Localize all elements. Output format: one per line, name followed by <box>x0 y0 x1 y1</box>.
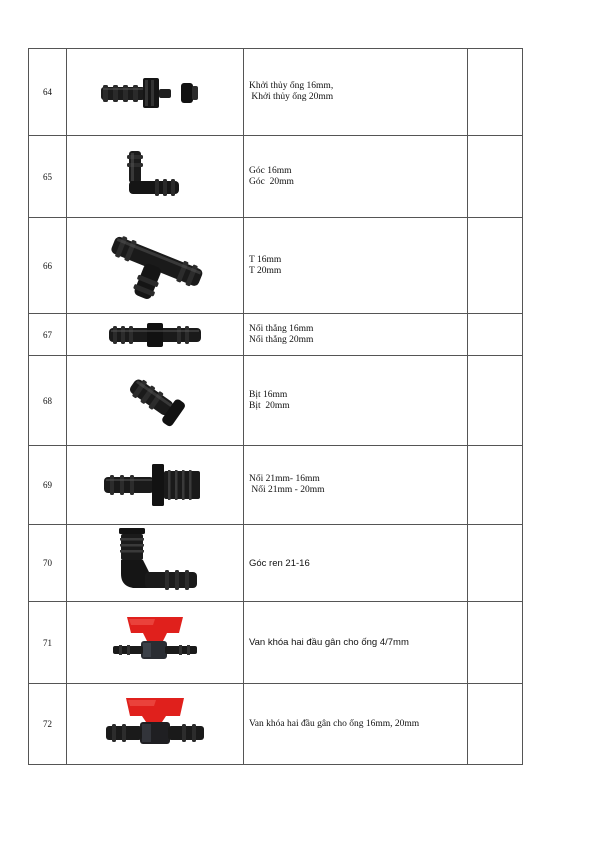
empty-cell <box>468 525 523 602</box>
table-row <box>29 684 523 765</box>
description-line: Bịt 20mm <box>249 400 290 411</box>
table-row <box>29 218 523 314</box>
starter-connector-icon <box>95 72 215 112</box>
description-line: Khởi thủy ống 20mm <box>249 92 334 102</box>
threaded-adapter-icon <box>100 460 210 510</box>
product-description <box>244 356 468 446</box>
table-row <box>29 136 523 218</box>
table-row <box>29 314 523 356</box>
description-line: Nối 21mm - 20mm <box>249 485 325 495</box>
row-number: 64 <box>29 49 67 136</box>
product-description <box>244 218 468 314</box>
product-description <box>244 136 468 218</box>
product-image-cell <box>67 314 244 356</box>
product-table <box>28 48 523 765</box>
row-number: 72 <box>29 684 67 765</box>
description-line: Góc 16mm <box>249 165 292 176</box>
end-plug-icon <box>115 366 195 436</box>
product-image-cell <box>67 218 244 314</box>
description-line: Nối thẳng 20mm <box>249 334 314 345</box>
table-row <box>29 525 523 602</box>
product-description <box>244 446 468 525</box>
table-row <box>29 602 523 684</box>
description-line: Khởi thủy ống 16mm, <box>249 81 334 91</box>
empty-cell <box>468 446 523 525</box>
product-description <box>244 684 468 765</box>
valve-icon <box>100 692 210 756</box>
product-description <box>244 314 468 356</box>
product-image-cell <box>67 49 244 136</box>
product-image-cell <box>67 684 244 765</box>
description-line: Nối thẳng 16mm <box>249 323 314 334</box>
straight-coupler-icon <box>105 320 205 350</box>
empty-cell <box>468 49 523 136</box>
product-description <box>244 602 468 684</box>
description-line: Góc 20mm <box>249 176 294 187</box>
empty-cell <box>468 602 523 684</box>
row-number: 65 <box>29 136 67 218</box>
table-row <box>29 356 523 446</box>
table-row <box>29 49 523 136</box>
description-line: T 16mm <box>249 254 282 265</box>
row-number: 66 <box>29 218 67 314</box>
elbow-connector-icon <box>115 147 195 207</box>
threaded-elbow-icon <box>105 526 205 600</box>
product-image-cell <box>67 446 244 525</box>
product-description <box>244 525 468 602</box>
product-image-cell <box>67 136 244 218</box>
empty-cell <box>468 218 523 314</box>
description-line: Góc ren 21-16 <box>249 557 310 569</box>
row-number: 68 <box>29 356 67 446</box>
mini-valve-icon <box>105 613 205 673</box>
product-image-cell <box>67 602 244 684</box>
empty-cell <box>468 136 523 218</box>
description-line: Van khóa hai đầu gân cho ống 4/7mm <box>249 637 409 648</box>
empty-cell <box>468 356 523 446</box>
description-line: Bịt 16mm <box>249 389 288 400</box>
description-line: T 20mm <box>249 265 282 276</box>
product-description <box>244 49 468 136</box>
empty-cell <box>468 314 523 356</box>
row-number: 71 <box>29 602 67 684</box>
product-image-cell <box>67 356 244 446</box>
description-line: Nối 21mm- 16mm <box>249 474 320 484</box>
table-row <box>29 446 523 525</box>
description-line: Van khóa hai đầu gân cho ống 16mm, 20mm <box>249 718 420 729</box>
tee-connector-icon <box>100 226 210 306</box>
product-image-cell <box>67 525 244 602</box>
row-number: 70 <box>29 525 67 602</box>
row-number: 67 <box>29 314 67 356</box>
row-number: 69 <box>29 446 67 525</box>
empty-cell <box>468 684 523 765</box>
